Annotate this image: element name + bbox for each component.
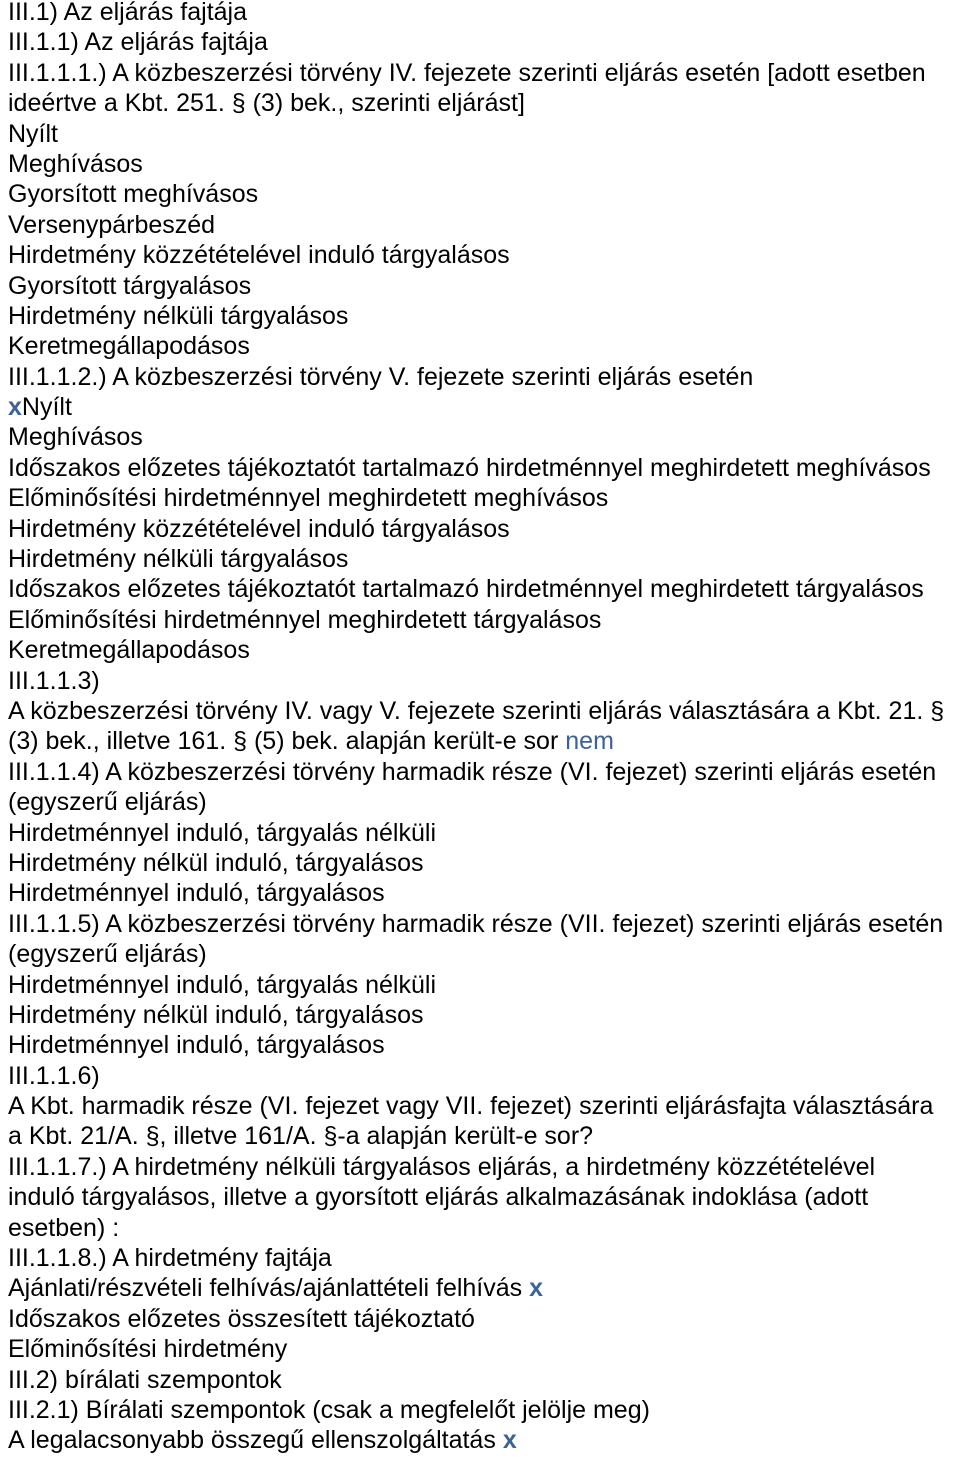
selection-mark: x xyxy=(529,1274,544,1303)
section-heading: III.2) bírálati szempontok xyxy=(8,1365,282,1394)
question-title: induló tárgyalásos, illetve a gyorsított eljárás alkalmazásának indoklása (adott xyxy=(8,1183,869,1212)
option-item: Keretmegállapodásos xyxy=(8,332,250,361)
question-title: ideértve a Kbt. 251. § (3) bek., szerinti eljárást] xyxy=(8,89,525,118)
option-item: Hirdetmény közzétételével induló tárgyalásos xyxy=(8,514,510,543)
option-item: Hirdetménnyel induló, tárgyalás nélküli xyxy=(8,970,437,999)
option-item: Hirdetménnyel induló, tárgyalásos xyxy=(8,879,385,908)
question-title: III.1.1.4) A közbeszerzési törvény harmadik része (VI. fejezet) szerinti eljárás esetén xyxy=(8,757,937,786)
option-item: Hirdetmény nélküli tárgyalásos xyxy=(8,301,349,330)
question-title: esetben) : xyxy=(8,1213,120,1242)
option-item: Hirdetmény nélkül induló, tárgyalásos xyxy=(8,1000,424,1029)
option-label: Nyílt xyxy=(21,393,72,422)
option-item: Előminősítési hirdetmény xyxy=(8,1335,288,1364)
question-text: A Kbt. harmadik része (VI. fejezet vagy VII. fejezet) szerinti eljárásfajta választására xyxy=(8,1092,934,1121)
option-item: Hirdetmény közzétételével induló tárgyalásos xyxy=(8,241,510,270)
question-label: III.1.1.6) xyxy=(8,1061,100,1090)
option-item: Versenypárbeszéd xyxy=(8,210,216,239)
option-item xyxy=(8,1425,960,1455)
option-item: Időszakos előzetes tájékoztatót tartalmazó hirdetménnyel meghirdetett tárgyalásos xyxy=(8,575,924,604)
selection-mark: x xyxy=(502,1426,517,1455)
option-item: Gyorsított meghívásos xyxy=(8,180,259,209)
question-title: III.1.1.7.) A hirdetmény nélküli tárgyalásos eljárás, a hirdetmény közzétételével xyxy=(8,1152,876,1181)
subsection-heading: III.1.1) Az eljárás fajtája xyxy=(8,28,268,57)
question-text xyxy=(8,726,960,756)
question-label: III.1.1.3) xyxy=(8,666,100,695)
question-text: A közbeszerzési törvény IV. vagy V. fejezete szerinti eljárás választására a Kbt. 21. § xyxy=(8,696,945,725)
option-item: Gyorsított tárgyalásos xyxy=(8,271,252,300)
option-item: Keretmegállapodásos xyxy=(8,636,250,665)
option-item: Meghívásos xyxy=(8,423,143,452)
question-text: a Kbt. 21/A. §, illetve 161/A. §-a alapján került-e sor? xyxy=(8,1122,594,1151)
section-heading: III.1) Az eljárás fajtája xyxy=(8,0,248,26)
question-title: (egyszerű eljárás) xyxy=(8,940,207,969)
option-label: A legalacsonyabb összegű ellenszolgáltatás xyxy=(8,1426,496,1455)
option-item: Előminősítési hirdetménnyel meghirdetett tárgyalásos xyxy=(8,605,602,634)
option-item: Időszakos előzetes tájékoztatót tartalmazó hirdetménnyel meghirdetett meghívásos xyxy=(8,453,931,482)
selection-mark: x xyxy=(8,393,22,422)
question-title: (egyszerű eljárás) xyxy=(8,788,207,817)
option-item xyxy=(8,392,960,422)
option-item: Időszakos előzetes összesített tájékoztató xyxy=(8,1304,475,1333)
option-item: Hirdetménnyel induló, tárgyalásos xyxy=(8,1031,385,1060)
question-text-line: (3) bek., illetve 161. § (5) bek. alapján került-e sor xyxy=(8,727,559,756)
answer-value: nem xyxy=(565,727,614,756)
question-title: III.1.1.8.) A hirdetmény fajtája xyxy=(8,1244,332,1273)
question-title: III.1.1.5) A közbeszerzési törvény harmadik része (VII. fejezet) szerinti eljárás esetén xyxy=(8,909,944,938)
question-title: III.2.1) Bírálati szempontok (csak a megfelelőt jelölje meg) xyxy=(8,1395,650,1424)
option-item: Meghívásos xyxy=(8,149,143,178)
option-item: Hirdetmény nélküli tárgyalásos xyxy=(8,545,349,574)
option-item: Hirdetmény nélkül induló, tárgyalásos xyxy=(8,848,424,877)
option-item: Hirdetménnyel induló, tárgyalás nélküli xyxy=(8,818,437,847)
option-item: Nyílt xyxy=(8,119,58,148)
option-item: Előminősítési hirdetménnyel meghirdetett meghívásos xyxy=(8,484,609,513)
option-item xyxy=(8,1273,960,1303)
question-title: III.1.1.2.) A közbeszerzési törvény V. fejezete szerinti eljárás esetén xyxy=(8,362,754,391)
option-label: Ajánlati/részvételi felhívás/ajánlattételi felhívás xyxy=(8,1274,523,1303)
question-title: III.1.1.1.) A közbeszerzési törvény IV. fejezete szerinti eljárás esetén [adott esetben xyxy=(8,58,926,87)
